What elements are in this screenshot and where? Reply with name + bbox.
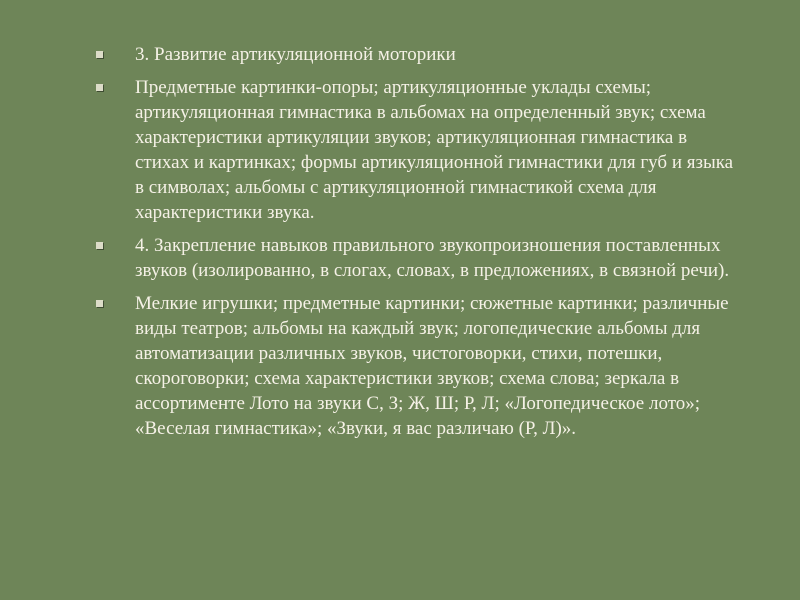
bullet-item — [0, 291, 800, 441]
square-bullet-icon — [96, 300, 103, 307]
bullet-item — [0, 42, 800, 67]
bullet-text: 4. Закрепление навыков правильного звукопроизношения поставленных звуков (изолированно, в слогах, словах, в предложениях, в связной речи). — [135, 235, 730, 281]
bullet-text: Мелкие игрушки; предметные картинки; сюжетные картинки; различные виды театров; альбомы на каждый звук; логопедические альбомы для автоматизации различных звуков, чистоговорки, стихи, потешки, скороговорки; схема характеристики звуков; схема слова; зеркала в ассортименте Лото на звуки С, З; Ж, Ш; Р, Л; «Логопедическое лото»; «Веселая гимнастика»; «Звуки, я вас различаю (Р, Л)». — [135, 293, 729, 439]
bullet-text: Предметные картинки-опоры; артикуляционные уклады схемы; артикуляционная гимнастика в альбомах на определенный звук; схема характеристики артикуляции звуков; артикуляционная гимнастика в стихах и картинках; формы артикуляционной гимнастики для губ и языка в символах; альбомы с артикуляционной гимнастикой схема для характеристики звука. — [135, 77, 734, 223]
square-bullet-icon — [96, 51, 103, 58]
bullet-item — [0, 233, 800, 283]
bullet-item — [0, 75, 800, 225]
bullet-text: 3. Развитие артикуляционной моторики — [135, 44, 456, 65]
bullet-list — [0, 42, 800, 449]
square-bullet-icon — [96, 84, 103, 91]
square-bullet-icon — [96, 242, 103, 249]
